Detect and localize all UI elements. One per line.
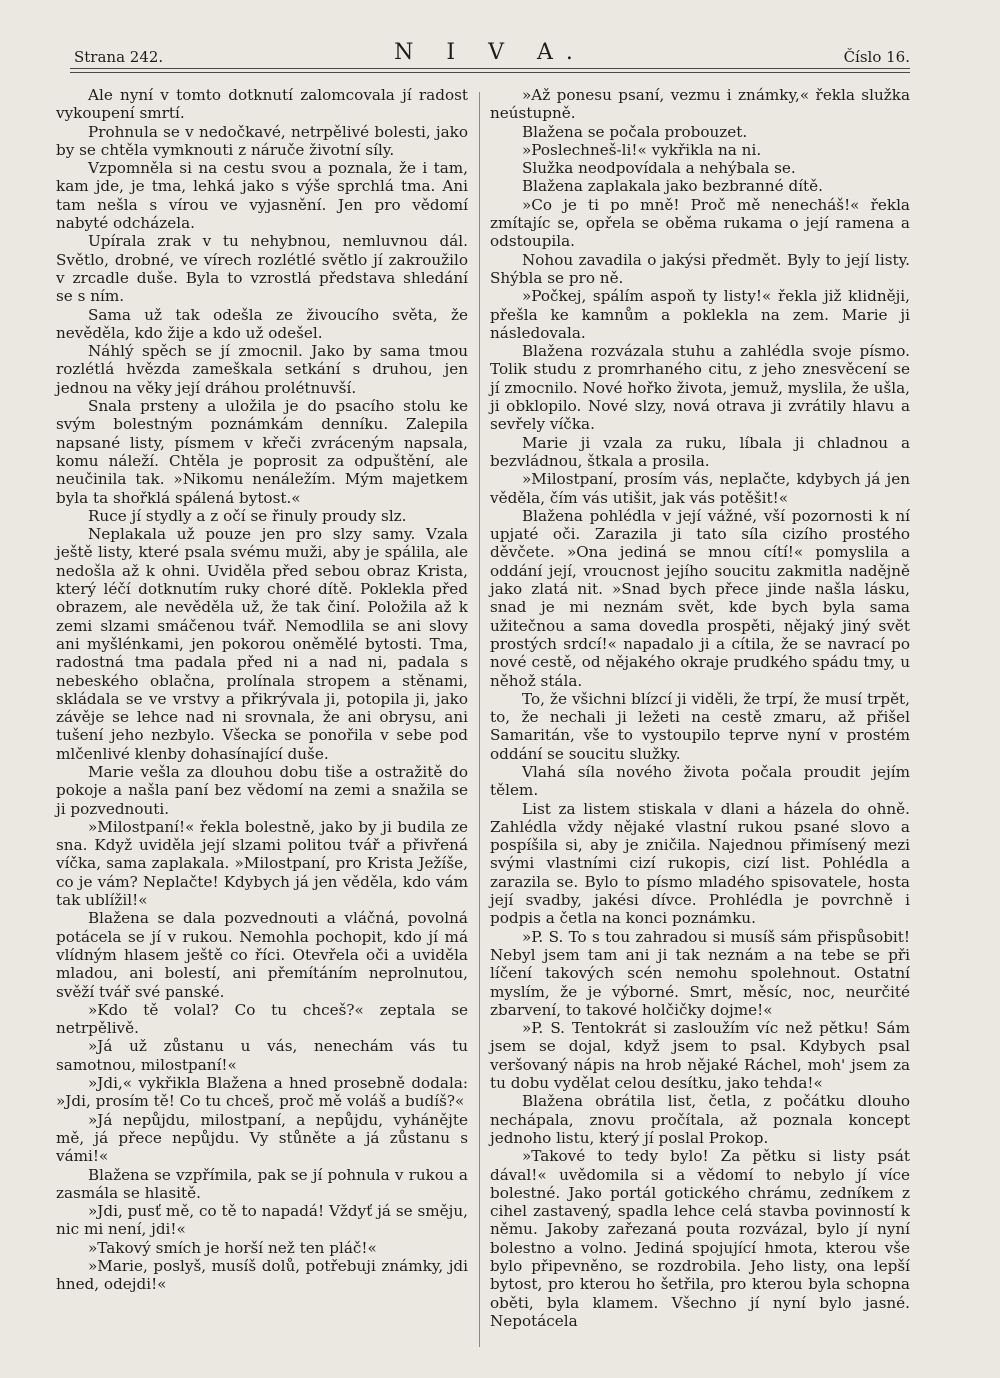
paragraph: »P. S. To s tou zahradou si musíš sám přispůsobit! Nebyl jsem tam ani ji tak neznám a na tebe se při líčení takových scén nemohu spolehnout. Ostatní myslím, že je výborné. Smrt, měsíc, noc, neurčité zbarvení, to takové holčičky dojme!« — [490, 927, 910, 1019]
paragraph: Neplakala už pouze jen pro slzy samy. Vzala ještě listy, které psala svému muži, aby je spálila, ale nedošla až k ohni. Uviděla před sebou obraz Krista, který léčí dotknutím ruky choré dítě. Poklekla před obrazem, ale nevěděla už, že tak činí. Položila až k zemi slzami smáčenou tvář. Nemodlila se ani slovy ani myšlénkami, jen pokorou oněmělé bytosti. Tma, radostná tma padala před ni a nad ni, padala s nebeského oblačna, prolínala stropem a stěnami, skládala se ve vrstvy a přikrývala ji, potopila ji, jako závěje se lehce nad ni srovnala, že ani obrysu, ani tušení jeho nezbylo. Všecka se ponořila v sebe pod mlčenlivé klenby dohasínající duše. — [56, 525, 468, 763]
paragraph: »Jdi, pusť mě, co tě to napadá! Vždyť já se směju, nic mi není, jdi!« — [56, 1202, 468, 1239]
paragraph: »Poslechneš-li!« vykřikla na ni. — [522, 140, 762, 159]
paragraph: Náhlý spěch se jí zmocnil. Jako by sama tmou rozlétlá hvězda zameškala setkání s druhou, jen jednou na věky její dráhou prolétnuvší. — [56, 342, 468, 397]
paragraph: Upírala zrak v tu nehybnou, nemluvnou dál. Světlo, drobné, ve vírech rozlétlé světlo jí zakroužilo v zrcadle duše. Byla to vzrostlá představa shledání se s ním. — [56, 232, 468, 306]
journal-title: N I V A. — [394, 40, 586, 65]
header-rule-bottom — [70, 72, 910, 73]
paragraph: »Počkej, spálím aspoň ty listy!« řekla již klidněji, přešla ke kamnům a poklekla na zem. Marie ji následovala. — [490, 287, 910, 342]
paragraph: »Milostpaní, prosím vás, neplačte, kdybych já jen věděla, čím vás utišit, jak vás potěšit!« — [490, 470, 910, 507]
paragraph: »Jdi,« vykřikla Blažena a hned prosebně dodala: »Jdi, prosím tě! Co tu chceš, proč mě voláš a budíš?« — [56, 1074, 468, 1111]
paragraph: Blažena zaplakala jako bezbranné dítě. — [522, 177, 823, 196]
paragraph: Snala prsteny a uložila je do psacího stolu ke svým bolestným poznámkám denníku. Zalepila napsané listy, písmem v křeči zvráceným napsala, komu náleží. Chtěla je poprosit za odpuštění, ale neučinila tak. »Nikomu nenáležím. Mým majetkem byla ta shořklá spálená bytost.« — [56, 397, 468, 507]
paragraph: »Kdo tě volal? Co tu chceš?« zeptala se netrpělivě. — [56, 1000, 468, 1038]
paragraph: Blažena pohlédla v její vážné, vší pozornosti k ní upjaté oči. Zarazila ji tato síla cizího prostého děvčete. »Ona jediná se mnou cítí!« pomyslila a oddání její, vroucnost jejího soucitu zakmitla nadějně jako zlatá nit. »Snad bych přece jinde našla lásku, snad je mi neznám svět, kde bych byla sama užitečnou a sama dovedla prospěti, nějaký jiný svět prostých srdcí!« napadalo ji a cítila, že se navrací po nové cestě, od nějakého okraje prudkého spádu tmy, u něhož stála. — [490, 506, 910, 690]
paragraph: Vlahá síla nového života počala proudit jejím tělem. — [490, 762, 910, 800]
column-divider — [479, 92, 480, 1347]
paragraph: List za listem stiskala v dlani a házela do ohně. Zahlédla vždy nějaké vlastní rukou psané slovo a pospíšila si, aby je zničila. Najednou přimísený mezi svými vlastními cizí rukopis, cizí list. Pohlédla a zarazila se. Bylo to písmo mladého spisovatele, hosta její svadby, jakési dívce. Prohlédla je povrchně i podpis a četla na konci poznámku. — [490, 799, 910, 928]
page-number: Strana 242. — [74, 48, 164, 66]
paragraph: Marie ji vzala za ruku, líbala ji chladnou a bezvládnou, štkala a prosila. — [490, 433, 910, 470]
paragraph: Blažena se dala pozvednouti a vláčná, povolná potácela se jí v rukou. Nemohla pochopit, kdo jí má vlídným hlasem ještě co říci. Otevřela oči a uviděla mladou, ani bolestí, ani přemítáním neprolnutou, svěží tvář své panské. — [56, 909, 468, 1001]
paragraph: »Co je ti po mně! Proč mě nenecháš!« řekla zmítajíc se, opřela se oběma rukama o její ramena a odstoupila. — [490, 195, 910, 251]
paragraph: Blažena obrátila list, četla, z počátku dlouho nechápala, znovu pročítala, až poznala koncept jednoho listu, který jí poslal Prokop. — [490, 1092, 910, 1147]
paragraph: »Takové to tedy bylo! Za pětku si listy psát dával!« uvědomila si a vědomí to nebylo jí více bolestné. Jako portál gotického chrámu, zedníkem z cihel zastavený, spadla lehce celá stavba povinností k němu. Jakoby zařezaná pouta rozvázal, bylo jí nyní bolestno a volno. Jediná spojující hmota, kterou vše bylo připevněno, se rozdrobila. Jeho listy, ona lepší bytost, pro kterou ho šetřila, pro kterou byla schopna oběti, byla klamem. Všechno jí nyní bylo jasné. Nepotácela — [490, 1147, 910, 1330]
paragraph: Blažena rozvázala stuhu a zahlédla svoje písmo. Tolik studu z promrhaného citu, z jeho znesvěcení se jí zmocnilo. Nové hořko života, jemuž, myslila, že ušla, ji obklopilo. Nové slzy, nová otrava ji zvrátily hlavu a sevřely víčka. — [490, 342, 910, 434]
paragraph: Ale nyní v tomto dotknutí zalomcovala jí radost vykoupení smrtí. — [56, 86, 468, 123]
paragraph: Sama už tak odešla ze živoucího světa, že nevěděla, kdo žije a kdo už odešel. — [56, 305, 468, 342]
paragraph: »P. S. Tentokrát si zasloužím víc než pětku! Sám jsem se dojal, když jsem to psal. Kdybych psal veršovaný nápis na hrob nějaké Ráchel, moh' jsem za tu dobu vydělat celou desítku, jako tehda!« — [490, 1019, 910, 1093]
paragraph: »Milostpaní!« řekla bolestně, jako by ji budila ze sna. Když uviděla její slzami politou tvář a přivřená víčka, sama zaplakala. »Milostpaní, pro Krista Ježíše, co je vám? Neplačte! Kdybych já jen věděla, kdo vám tak ublížil!« — [56, 817, 468, 910]
issue-number: Číslo 16. — [843, 48, 910, 66]
paragraph: »Takový smích je horší než ten pláč!« — [88, 1238, 377, 1257]
paragraph: »Já nepůjdu, milostpaní, a nepůjdu, vyhánějte mě, já přece nepůjdu. Vy stůněte a já zůstanu s vámi!« — [56, 1110, 468, 1166]
paragraph: Blažena se počala probouzet. — [522, 122, 748, 141]
paragraph: Prohnula se v nedočkavé, netrpělivé bolesti, jako by se chtěla vymknouti z náruče životní síly. — [56, 122, 468, 159]
paragraph: Služka neodpovídala a nehýbala se. — [522, 159, 796, 178]
paragraph: »Já už zůstanu u vás, nenechám vás tu samotnou, milostpaní!« — [56, 1037, 468, 1074]
paragraph: Ruce jí stydly a z očí se řinuly proudy slz. — [88, 506, 407, 525]
header-rule-top — [70, 68, 910, 69]
left-column — [56, 86, 468, 1294]
right-column — [490, 86, 910, 1330]
paragraph: Blažena se vzpřímila, pak se jí pohnula v rukou a zasmála se hlasitě. — [56, 1165, 468, 1202]
paragraph: Nohou zavadila o jakýsi předmět. Byly to její listy. Shýbla se pro ně. — [490, 250, 910, 287]
paragraph: To, že všichni blízcí ji viděli, že trpí, že musí trpět, to, že nechali ji ležeti na cestě zmaru, až přišel Samaritán, vše to vystoupilo teprve nyní v prostém oddání se soucitu služky. — [490, 689, 910, 763]
paragraph: »Marie, poslyš, musíš dolů, potřebuji známky, jdi hned, odejdi!« — [56, 1257, 468, 1294]
paragraph: »Až ponesu psaní, vezmu i známky,« řekla služka neústupně. — [490, 86, 910, 123]
paragraph: Vzpomněla si na cestu svou a poznala, že i tam, kam jde, je tma, lehká jako s výše sprchlá tma. Ani tam nešla s vírou ve vyjasnění. Jen pro vědomí nabyté odcházela. — [56, 159, 468, 233]
paragraph: Marie vešla za dlouhou dobu tiše a ostražitě do pokoje a našla paní bez vědomí na zemi a snažila se ji pozvednouti. — [56, 762, 468, 818]
